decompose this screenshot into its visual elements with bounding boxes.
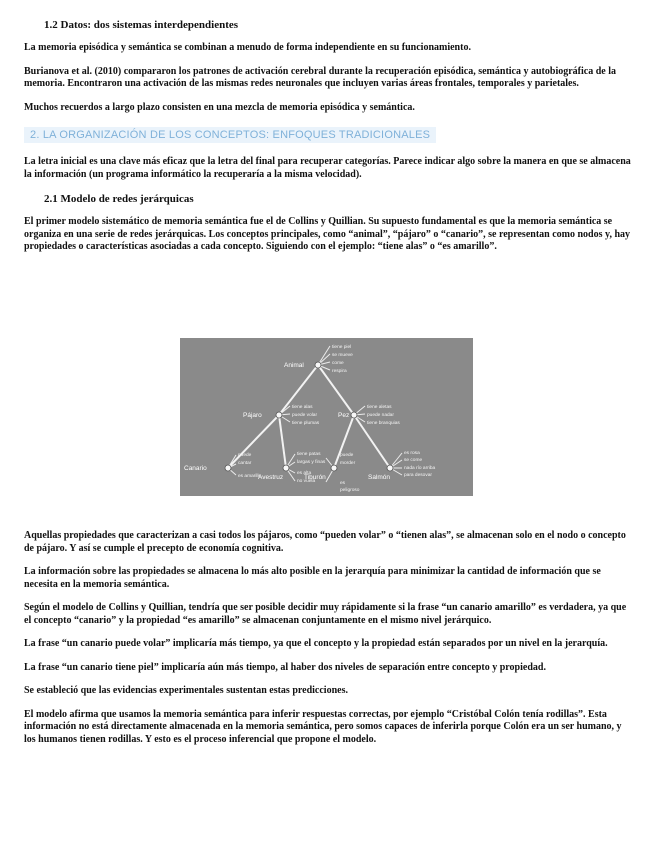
node-tiburon: [331, 465, 337, 471]
node-pez: [351, 412, 357, 418]
node-animal: [315, 362, 321, 368]
prop-label: morder: [340, 461, 356, 466]
node-label-canario: Canario: [184, 465, 207, 472]
paragraph: La información sobre las propiedades se almacena lo más alto posible en la jerarquía para minimizar la cantidad de información que se necesita en la memoria semántica.: [24, 566, 601, 590]
prop-label: nada río arriba: [404, 466, 436, 471]
prop-label: es alta: [297, 471, 312, 476]
paragraph: El modelo afirma que usamos la memoria semántica para inferir respuestas correctas, por ejemplo “Cristóbal Colón tenía rodillas”. Esta información no está directamente almacenada en la memoria semántica, pero somos capaces de inferirla porque Colón era un ser humano, y los humanos tienen rodillas. Y esto es el proceso inferencial que propone el modelo.: [24, 708, 622, 745]
node-salmon: [387, 465, 393, 471]
prop-label: puede: [340, 453, 354, 458]
paragraph: Según el modelo de Collins y Quillian, tendría que ser posible decidir muy rápidamente si la frase “un canario amarillo” es verdadera, ya que el concepto “canario” y la propiedad “es amarillo” se almacenan conjuntamente en el mismo nivel jerárquico.: [24, 602, 627, 626]
paragraph: Burianova et al. (2010) compararon los patrones de activación cerebral durante la recuperación episódica, semántica y autobiográfica de la memoria. Encontraron una activación de las mismas redes neuronales que incluyen varias áreas frontales, temporales y parietales.: [24, 65, 616, 89]
prop-label: tiene aletas: [367, 405, 392, 410]
prop-label: es amarillo: [238, 474, 262, 479]
lower-text: [24, 530, 632, 757]
prop-label: no vuela: [297, 479, 316, 484]
node-pajaro: [276, 412, 282, 418]
paragraph: La frase “un canario tiene piel” implicaría aún más tiempo, al haber dos niveles de separación entre concepto y propiedad.: [24, 661, 546, 673]
prop-label: se mueve: [332, 353, 353, 358]
node-label-animal: Animal: [284, 362, 304, 369]
prop-label: es rosa: [404, 451, 420, 456]
node-label-tiburon: Tiburón: [304, 474, 326, 481]
paragraph: La memoria episódica y semántica se combinan a menudo de forma independiente en su funcionamiento.: [24, 42, 471, 53]
paragraph: Se estableció que las evidencias experimentales sustentan estas predicciones.: [24, 685, 348, 696]
node-avestruz: [283, 465, 289, 471]
prop-label: cantar: [238, 461, 252, 466]
node-label-avestruz: Avestruz: [258, 474, 284, 481]
paragraph: La letra inicial es una clave más eficaz que la letra del final para recuperar categorías. Parece indicar algo sobre la manera en que se almacena la información (un programa informático la recuperaría a la misma velocidad).: [24, 156, 631, 180]
prop-label: para desovar: [404, 473, 432, 478]
prop-label: come: [332, 361, 344, 366]
subheading-2-1: 2.1 Modelo de redes jerárquicas: [44, 193, 194, 205]
node-canario: [225, 465, 231, 471]
node-label-pez: Pez: [338, 412, 350, 419]
upper-text: [24, 18, 632, 265]
subheading-1-2: 1.2 Datos: dos sistemas interdependientes: [44, 19, 239, 31]
node-label-salmon: Salmón: [368, 474, 391, 481]
prop-label: puede volar: [292, 413, 318, 418]
paragraph: Aquellas propiedades que caracterizan a casi todos los pájaros, como “pueden volar” o “tienen alas”, se almacenan solo en el nodo o concepto de pájaro. Y así se cumple el precepto de economía cognitiva.: [24, 530, 626, 554]
prop-label: largas y finas: [297, 460, 326, 465]
prop-label: peligroso: [340, 488, 360, 493]
prop-label: respira: [332, 369, 347, 374]
prop-label: es: [340, 481, 346, 486]
prop-label: tiene patas: [297, 452, 321, 457]
paragraph: Muchos recuerdos a largo plazo consisten en una mezcla de memoria episódica y semántica.: [24, 101, 415, 113]
prop-label: se come: [404, 458, 423, 463]
prop-label: tiene plumas: [292, 421, 320, 426]
network-diagram: [180, 338, 473, 496]
paragraph: La frase “un canario puede volar” implicaría más tiempo, ya que el concepto y la propiedad están separados por un nivel en la jerarquía.: [24, 638, 608, 649]
node-label-pajaro: Pájaro: [243, 412, 262, 419]
paragraph: El primer modelo sistemático de memoria semántica fue el de Collins y Quillian. Su supuesto fundamental es que la memoria semántica se organiza en una serie de redes jerárquicas. Los conceptos principales, como “animal”, “pájaro” o “canario”, se representan como nodos y, hay propiedades o características asociadas a cada concepto. Siguiendo con el ejemplo: “tiene alas” o “es amarillo”.: [24, 216, 631, 252]
prop-label: puede: [238, 453, 252, 458]
section-heading-2: 2. LA ORGANIZACIÓN DE LOS CONCEPTOS: ENFOQUES TRADICIONALES: [24, 127, 436, 143]
prop-label: tiene alas: [292, 405, 313, 410]
prop-label: tiene piel: [332, 345, 352, 350]
prop-label: tiene branquias: [367, 421, 400, 426]
hierarchical-network-figure: [180, 338, 473, 496]
prop-label: puede nadar: [367, 413, 394, 418]
